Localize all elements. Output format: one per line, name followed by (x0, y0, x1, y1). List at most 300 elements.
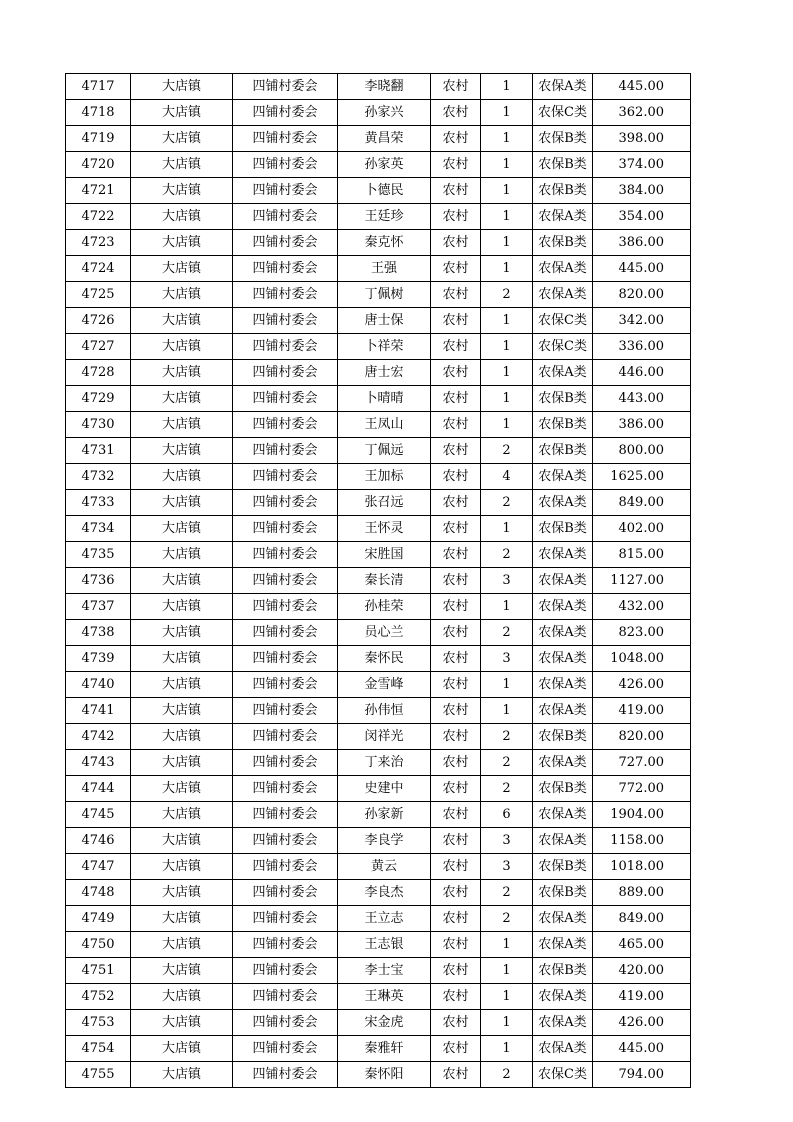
cell-insurance-category: 农保B类 (533, 178, 593, 204)
cell-resident-type: 农村 (431, 646, 481, 672)
table-row (66, 542, 691, 568)
cell-serial-number: 4741 (66, 698, 131, 724)
cell-village-committee: 四铺村委会 (233, 932, 338, 958)
table-row (66, 464, 691, 490)
cell-amount: 342.00 (593, 308, 691, 334)
cell-village-committee: 四铺村委会 (233, 958, 338, 984)
cell-insurance-category: 农保A类 (533, 906, 593, 932)
cell-headcount: 1 (481, 308, 533, 334)
cell-resident-type: 农村 (431, 698, 481, 724)
table-row (66, 360, 691, 386)
cell-resident-type: 农村 (431, 386, 481, 412)
cell-person-name: 卜德民 (338, 178, 431, 204)
cell-insurance-category: 农保C类 (533, 1062, 593, 1088)
cell-village-committee: 四铺村委会 (233, 204, 338, 230)
document-page (65, 73, 691, 1088)
cell-person-name: 秦怀民 (338, 646, 431, 672)
cell-village-committee: 四铺村委会 (233, 334, 338, 360)
cell-person-name: 卜祥荣 (338, 334, 431, 360)
cell-person-name: 张召远 (338, 490, 431, 516)
cell-headcount: 1 (481, 412, 533, 438)
table-row (66, 802, 691, 828)
cell-village-committee: 四铺村委会 (233, 490, 338, 516)
cell-insurance-category: 农保B类 (533, 516, 593, 542)
cell-amount: 727.00 (593, 750, 691, 776)
cell-person-name: 丁来治 (338, 750, 431, 776)
cell-village-committee: 四铺村委会 (233, 1010, 338, 1036)
cell-village-committee: 四铺村委会 (233, 646, 338, 672)
cell-headcount: 3 (481, 854, 533, 880)
cell-town: 大店镇 (131, 230, 233, 256)
cell-amount: 849.00 (593, 490, 691, 516)
cell-resident-type: 农村 (431, 854, 481, 880)
cell-insurance-category: 农保B类 (533, 438, 593, 464)
cell-town: 大店镇 (131, 672, 233, 698)
cell-serial-number: 4750 (66, 932, 131, 958)
cell-resident-type: 农村 (431, 464, 481, 490)
cell-headcount: 1 (481, 74, 533, 100)
cell-village-committee: 四铺村委会 (233, 1062, 338, 1088)
cell-village-committee: 四铺村委会 (233, 516, 338, 542)
cell-insurance-category: 农保A类 (533, 282, 593, 308)
cell-person-name: 李良学 (338, 828, 431, 854)
cell-headcount: 4 (481, 464, 533, 490)
cell-person-name: 王志银 (338, 932, 431, 958)
cell-insurance-category: 农保B类 (533, 230, 593, 256)
cell-amount: 800.00 (593, 438, 691, 464)
cell-serial-number: 4747 (66, 854, 131, 880)
cell-amount: 465.00 (593, 932, 691, 958)
cell-town: 大店镇 (131, 906, 233, 932)
cell-town: 大店镇 (131, 152, 233, 178)
cell-insurance-category: 农保A类 (533, 568, 593, 594)
cell-serial-number: 4732 (66, 464, 131, 490)
cell-resident-type: 农村 (431, 594, 481, 620)
cell-serial-number: 4731 (66, 438, 131, 464)
cell-person-name: 秦克怀 (338, 230, 431, 256)
cell-headcount: 3 (481, 828, 533, 854)
cell-serial-number: 4724 (66, 256, 131, 282)
cell-amount: 794.00 (593, 1062, 691, 1088)
roster-table (65, 73, 691, 1088)
cell-amount: 1158.00 (593, 828, 691, 854)
table-row (66, 230, 691, 256)
table-row (66, 880, 691, 906)
table-row (66, 178, 691, 204)
cell-insurance-category: 农保A类 (533, 620, 593, 646)
cell-resident-type: 农村 (431, 412, 481, 438)
cell-amount: 398.00 (593, 126, 691, 152)
cell-town: 大店镇 (131, 724, 233, 750)
table-row (66, 386, 691, 412)
cell-person-name: 李良杰 (338, 880, 431, 906)
cell-amount: 432.00 (593, 594, 691, 620)
cell-insurance-category: 农保B类 (533, 854, 593, 880)
cell-person-name: 王强 (338, 256, 431, 282)
cell-town: 大店镇 (131, 958, 233, 984)
cell-village-committee: 四铺村委会 (233, 906, 338, 932)
cell-headcount: 1 (481, 1010, 533, 1036)
cell-town: 大店镇 (131, 1036, 233, 1062)
cell-serial-number: 4739 (66, 646, 131, 672)
cell-village-committee: 四铺村委会 (233, 100, 338, 126)
cell-amount: 419.00 (593, 698, 691, 724)
cell-serial-number: 4746 (66, 828, 131, 854)
cell-resident-type: 农村 (431, 724, 481, 750)
cell-amount: 445.00 (593, 74, 691, 100)
cell-insurance-category: 农保A类 (533, 542, 593, 568)
cell-serial-number: 4735 (66, 542, 131, 568)
cell-headcount: 1 (481, 594, 533, 620)
cell-village-committee: 四铺村委会 (233, 386, 338, 412)
cell-person-name: 闵祥光 (338, 724, 431, 750)
cell-serial-number: 4743 (66, 750, 131, 776)
cell-village-committee: 四铺村委会 (233, 1036, 338, 1062)
cell-insurance-category: 农保B类 (533, 126, 593, 152)
cell-village-committee: 四铺村委会 (233, 984, 338, 1010)
cell-resident-type: 农村 (431, 516, 481, 542)
cell-amount: 889.00 (593, 880, 691, 906)
cell-insurance-category: 农保C类 (533, 100, 593, 126)
cell-headcount: 3 (481, 646, 533, 672)
table-row (66, 100, 691, 126)
cell-insurance-category: 农保A类 (533, 594, 593, 620)
cell-person-name: 黄云 (338, 854, 431, 880)
cell-town: 大店镇 (131, 308, 233, 334)
cell-insurance-category: 农保A类 (533, 464, 593, 490)
cell-town: 大店镇 (131, 256, 233, 282)
cell-headcount: 2 (481, 776, 533, 802)
cell-resident-type: 农村 (431, 568, 481, 594)
cell-serial-number: 4728 (66, 360, 131, 386)
cell-town: 大店镇 (131, 282, 233, 308)
cell-town: 大店镇 (131, 1010, 233, 1036)
cell-resident-type: 农村 (431, 178, 481, 204)
cell-insurance-category: 农保A类 (533, 802, 593, 828)
cell-town: 大店镇 (131, 74, 233, 100)
cell-amount: 386.00 (593, 412, 691, 438)
cell-serial-number: 4721 (66, 178, 131, 204)
cell-insurance-category: 农保B类 (533, 880, 593, 906)
cell-village-committee: 四铺村委会 (233, 542, 338, 568)
table-row (66, 1036, 691, 1062)
cell-person-name: 孙家兴 (338, 100, 431, 126)
cell-town: 大店镇 (131, 776, 233, 802)
table-row (66, 152, 691, 178)
cell-person-name: 宋胜国 (338, 542, 431, 568)
table-row (66, 724, 691, 750)
cell-village-committee: 四铺村委会 (233, 568, 338, 594)
cell-headcount: 1 (481, 126, 533, 152)
cell-serial-number: 4717 (66, 74, 131, 100)
cell-village-committee: 四铺村委会 (233, 230, 338, 256)
cell-insurance-category: 农保A类 (533, 932, 593, 958)
cell-village-committee: 四铺村委会 (233, 802, 338, 828)
table-row (66, 750, 691, 776)
cell-amount: 445.00 (593, 256, 691, 282)
cell-person-name: 秦怀阳 (338, 1062, 431, 1088)
cell-serial-number: 4722 (66, 204, 131, 230)
cell-amount: 362.00 (593, 100, 691, 126)
cell-town: 大店镇 (131, 334, 233, 360)
cell-headcount: 2 (481, 620, 533, 646)
cell-person-name: 唐士宏 (338, 360, 431, 386)
cell-person-name: 员心兰 (338, 620, 431, 646)
cell-serial-number: 4725 (66, 282, 131, 308)
cell-person-name: 王怀灵 (338, 516, 431, 542)
cell-serial-number: 4720 (66, 152, 131, 178)
cell-person-name: 黄昌荣 (338, 126, 431, 152)
cell-serial-number: 4736 (66, 568, 131, 594)
cell-resident-type: 农村 (431, 672, 481, 698)
cell-insurance-category: 农保A类 (533, 698, 593, 724)
cell-town: 大店镇 (131, 1062, 233, 1088)
cell-headcount: 1 (481, 932, 533, 958)
cell-town: 大店镇 (131, 542, 233, 568)
cell-headcount: 1 (481, 334, 533, 360)
cell-village-committee: 四铺村委会 (233, 750, 338, 776)
cell-resident-type: 农村 (431, 230, 481, 256)
cell-person-name: 李士宝 (338, 958, 431, 984)
cell-village-committee: 四铺村委会 (233, 74, 338, 100)
cell-person-name: 卜晴晴 (338, 386, 431, 412)
cell-village-committee: 四铺村委会 (233, 308, 338, 334)
cell-insurance-category: 农保B类 (533, 724, 593, 750)
cell-town: 大店镇 (131, 360, 233, 386)
cell-amount: 426.00 (593, 672, 691, 698)
cell-resident-type: 农村 (431, 152, 481, 178)
cell-headcount: 2 (481, 490, 533, 516)
cell-headcount: 2 (481, 880, 533, 906)
cell-person-name: 秦雅轩 (338, 1036, 431, 1062)
cell-serial-number: 4755 (66, 1062, 131, 1088)
cell-amount: 820.00 (593, 724, 691, 750)
cell-headcount: 1 (481, 386, 533, 412)
cell-town: 大店镇 (131, 464, 233, 490)
cell-serial-number: 4748 (66, 880, 131, 906)
cell-serial-number: 4723 (66, 230, 131, 256)
table-row (66, 438, 691, 464)
cell-village-committee: 四铺村委会 (233, 438, 338, 464)
cell-person-name: 孙家新 (338, 802, 431, 828)
cell-person-name: 王加标 (338, 464, 431, 490)
cell-person-name: 史建中 (338, 776, 431, 802)
cell-village-committee: 四铺村委会 (233, 412, 338, 438)
cell-insurance-category: 农保B类 (533, 152, 593, 178)
table-row (66, 958, 691, 984)
cell-town: 大店镇 (131, 932, 233, 958)
cell-serial-number: 4734 (66, 516, 131, 542)
cell-resident-type: 农村 (431, 126, 481, 152)
cell-amount: 1127.00 (593, 568, 691, 594)
cell-town: 大店镇 (131, 802, 233, 828)
cell-amount: 1904.00 (593, 802, 691, 828)
cell-insurance-category: 农保C类 (533, 308, 593, 334)
cell-headcount: 1 (481, 672, 533, 698)
cell-resident-type: 农村 (431, 828, 481, 854)
cell-town: 大店镇 (131, 386, 233, 412)
cell-serial-number: 4744 (66, 776, 131, 802)
cell-headcount: 2 (481, 750, 533, 776)
cell-resident-type: 农村 (431, 1062, 481, 1088)
cell-resident-type: 农村 (431, 750, 481, 776)
table-row (66, 620, 691, 646)
cell-village-committee: 四铺村委会 (233, 854, 338, 880)
cell-person-name: 李晓翻 (338, 74, 431, 100)
cell-resident-type: 农村 (431, 1010, 481, 1036)
cell-village-committee: 四铺村委会 (233, 880, 338, 906)
cell-resident-type: 农村 (431, 100, 481, 126)
cell-resident-type: 农村 (431, 74, 481, 100)
cell-insurance-category: 农保B类 (533, 776, 593, 802)
cell-headcount: 2 (481, 724, 533, 750)
cell-insurance-category: 农保A类 (533, 74, 593, 100)
cell-town: 大店镇 (131, 178, 233, 204)
table-row (66, 854, 691, 880)
table-row (66, 204, 691, 230)
table-row (66, 256, 691, 282)
cell-amount: 445.00 (593, 1036, 691, 1062)
cell-resident-type: 农村 (431, 958, 481, 984)
cell-town: 大店镇 (131, 126, 233, 152)
cell-village-committee: 四铺村委会 (233, 828, 338, 854)
cell-insurance-category: 农保A类 (533, 360, 593, 386)
cell-village-committee: 四铺村委会 (233, 698, 338, 724)
cell-amount: 815.00 (593, 542, 691, 568)
cell-town: 大店镇 (131, 412, 233, 438)
cell-town: 大店镇 (131, 100, 233, 126)
cell-village-committee: 四铺村委会 (233, 776, 338, 802)
cell-amount: 849.00 (593, 906, 691, 932)
cell-serial-number: 4733 (66, 490, 131, 516)
cell-village-committee: 四铺村委会 (233, 672, 338, 698)
cell-town: 大店镇 (131, 568, 233, 594)
cell-town: 大店镇 (131, 646, 233, 672)
cell-headcount: 2 (481, 282, 533, 308)
cell-village-committee: 四铺村委会 (233, 464, 338, 490)
cell-insurance-category: 农保A类 (533, 490, 593, 516)
table-row (66, 594, 691, 620)
cell-amount: 443.00 (593, 386, 691, 412)
cell-amount: 419.00 (593, 984, 691, 1010)
cell-headcount: 1 (481, 204, 533, 230)
table-row (66, 646, 691, 672)
cell-person-name: 金雪峰 (338, 672, 431, 698)
cell-town: 大店镇 (131, 698, 233, 724)
cell-village-committee: 四铺村委会 (233, 282, 338, 308)
cell-village-committee: 四铺村委会 (233, 152, 338, 178)
table-row (66, 568, 691, 594)
cell-serial-number: 4754 (66, 1036, 131, 1062)
cell-resident-type: 农村 (431, 490, 481, 516)
cell-headcount: 1 (481, 100, 533, 126)
cell-amount: 386.00 (593, 230, 691, 256)
cell-insurance-category: 农保A类 (533, 256, 593, 282)
table-row (66, 282, 691, 308)
cell-amount: 402.00 (593, 516, 691, 542)
cell-serial-number: 4753 (66, 1010, 131, 1036)
cell-headcount: 1 (481, 178, 533, 204)
cell-insurance-category: 农保A类 (533, 204, 593, 230)
cell-town: 大店镇 (131, 620, 233, 646)
table-row (66, 932, 691, 958)
roster-table-body (66, 74, 691, 1088)
cell-serial-number: 4749 (66, 906, 131, 932)
table-row (66, 984, 691, 1010)
cell-town: 大店镇 (131, 204, 233, 230)
cell-person-name: 丁佩树 (338, 282, 431, 308)
cell-serial-number: 4738 (66, 620, 131, 646)
cell-person-name: 秦长清 (338, 568, 431, 594)
cell-person-name: 王凤山 (338, 412, 431, 438)
cell-headcount: 1 (481, 360, 533, 386)
cell-amount: 1048.00 (593, 646, 691, 672)
cell-person-name: 唐士保 (338, 308, 431, 334)
cell-town: 大店镇 (131, 854, 233, 880)
cell-serial-number: 4719 (66, 126, 131, 152)
cell-insurance-category: 农保A类 (533, 984, 593, 1010)
cell-serial-number: 4727 (66, 334, 131, 360)
cell-resident-type: 农村 (431, 542, 481, 568)
cell-person-name: 孙桂荣 (338, 594, 431, 620)
cell-amount: 446.00 (593, 360, 691, 386)
cell-person-name: 王廷珍 (338, 204, 431, 230)
table-row (66, 828, 691, 854)
table-row (66, 672, 691, 698)
cell-resident-type: 农村 (431, 438, 481, 464)
cell-amount: 823.00 (593, 620, 691, 646)
cell-insurance-category: 农保A类 (533, 750, 593, 776)
cell-town: 大店镇 (131, 438, 233, 464)
cell-resident-type: 农村 (431, 282, 481, 308)
cell-resident-type: 农村 (431, 906, 481, 932)
cell-serial-number: 4740 (66, 672, 131, 698)
cell-headcount: 1 (481, 1036, 533, 1062)
cell-headcount: 3 (481, 568, 533, 594)
cell-insurance-category: 农保A类 (533, 672, 593, 698)
cell-amount: 354.00 (593, 204, 691, 230)
cell-amount: 772.00 (593, 776, 691, 802)
cell-headcount: 1 (481, 256, 533, 282)
cell-serial-number: 4745 (66, 802, 131, 828)
cell-resident-type: 农村 (431, 204, 481, 230)
table-row (66, 74, 691, 100)
cell-headcount: 1 (481, 984, 533, 1010)
cell-insurance-category: 农保A类 (533, 1010, 593, 1036)
cell-amount: 384.00 (593, 178, 691, 204)
cell-village-committee: 四铺村委会 (233, 360, 338, 386)
cell-resident-type: 农村 (431, 360, 481, 386)
cell-person-name: 丁佩远 (338, 438, 431, 464)
table-row (66, 1010, 691, 1036)
cell-amount: 336.00 (593, 334, 691, 360)
cell-serial-number: 4737 (66, 594, 131, 620)
cell-amount: 1018.00 (593, 854, 691, 880)
cell-headcount: 2 (481, 906, 533, 932)
cell-serial-number: 4742 (66, 724, 131, 750)
cell-insurance-category: 农保B类 (533, 412, 593, 438)
cell-headcount: 2 (481, 1062, 533, 1088)
cell-headcount: 2 (481, 542, 533, 568)
cell-town: 大店镇 (131, 594, 233, 620)
cell-serial-number: 4726 (66, 308, 131, 334)
cell-town: 大店镇 (131, 828, 233, 854)
cell-serial-number: 4752 (66, 984, 131, 1010)
cell-village-committee: 四铺村委会 (233, 594, 338, 620)
cell-town: 大店镇 (131, 880, 233, 906)
cell-serial-number: 4730 (66, 412, 131, 438)
cell-person-name: 孙家英 (338, 152, 431, 178)
